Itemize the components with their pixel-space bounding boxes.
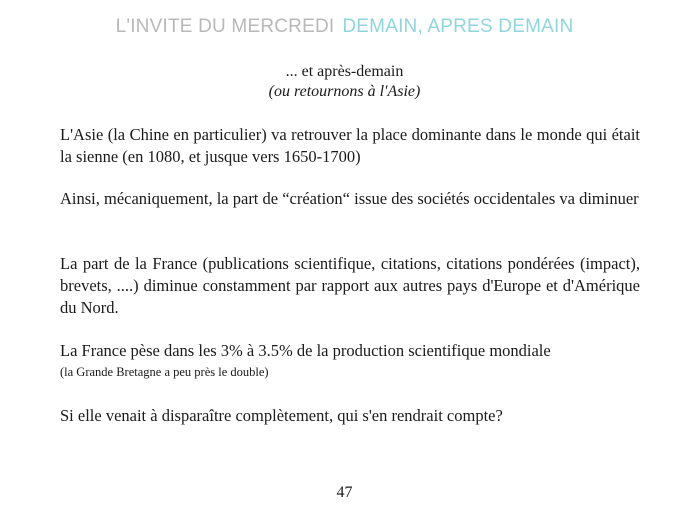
paragraph-asia: L'Asie (la Chine en particulier) va retrouver la place dominante dans le monde qui était la sienne (en 1080, et jusque vers 1650-1700) [60,125,640,166]
header-topic-title: DEMAIN, APRES DEMAIN [342,16,574,37]
header-series-title: L'INVITE DU MERCREDI [115,16,335,37]
slide-subtitle: ... et après-demain [285,63,404,80]
paragraph-france-production [60,340,640,381]
paragraph-france-share: La part de la France (publications scientifique, citations, citations pondérées (impact), brevets, ....) diminue constamment par rapport aux autres pays d'Europe et d'Amérique du Nord. [60,254,640,317]
page-number: 47 [336,484,353,501]
paragraph-question: Si elle venait à disparaître complètement, qui s'en rendrait compte? [60,406,503,425]
slide-header [0,16,689,38]
paragraph-france-production-text: La France pèse dans les 3% à 3.5% de la production scientifique mondiale [60,341,551,360]
paragraph-western-creation: Ainsi, mécaniquement, la part de “création“ issue des sociétés occidentales va diminuer [60,189,639,208]
paragraph-uk-note: (la Grande Bretagne a peu près le double) [60,365,269,379]
slide-subtitle-italic: (ou retournons à l'Asie) [268,83,421,100]
